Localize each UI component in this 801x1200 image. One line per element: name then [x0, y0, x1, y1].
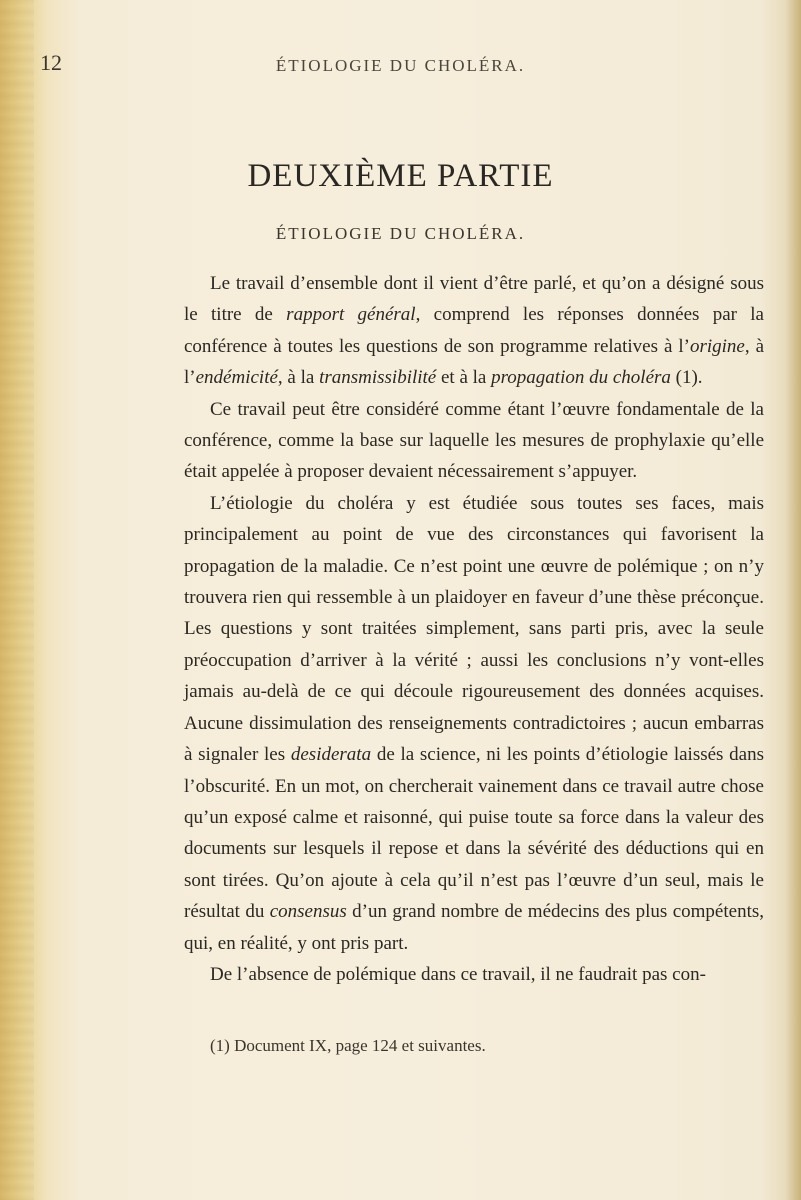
paragraph-text: , comprend les réponses données par la conférence à toutes les questions de son programme relatives à l’ — [184, 304, 764, 357]
italic-text: consensus — [269, 901, 347, 923]
paragraph-text: d’un grand nombre de médecins des plus compétents, qui, en réalité, y ont pris part. — [184, 901, 764, 954]
page-number: 12 — [40, 50, 62, 75]
italic-text: desiderata — [290, 744, 372, 766]
paragraph-text: de la science, ni les points d’étiologie laissés dans l’obscurité. En un mot, on chercherait vainement dans ce travail autre chose qu’un exposé calme et raisonné, qui puise toute sa force dans la valeur des documents sur lesquels il repose et dans la sévérité des déductions qui en sont tirées. Qu’on ajoute à cela qu’il n’est pas l’œuvre d’un seul, mais le résultat du — [184, 744, 764, 923]
italic-text: transmissibilité — [319, 367, 437, 389]
paragraph-text: , à l’ — [184, 335, 765, 389]
paragraph-text: (1). — [670, 367, 703, 389]
chapter-subtitle: ÉTIOLOGIE DU CHOLÉRA. — [275, 224, 526, 243]
footnote: (1) Document IX, page 124 et suivantes. — [210, 1036, 486, 1055]
paragraph — [184, 959, 764, 990]
italic-text: endémicité — [195, 367, 278, 389]
paragraph — [184, 394, 764, 488]
paragraph-text: L’étiologie du choléra y est étudiée sous toutes ses faces, mais principalement au point de vue des circonstances qui favorisent la propagation de la maladie. Ce n’est point une œuvre de polémique ; on n’y trouvera rien qui ressemble à un plaidoyer en faveur d’une thèse préconçue. Les questions y sont traitées simplement, sans parti pris, avec la seule préoccupation d’arriver à la vérité ; aussi les conclusions n’y vont-elles jamais au-delà de ce qui découle rigoureusement des données acquises. Aucune dissimulation des renseignements contradictoires ; aucun embarras à signaler les — [184, 492, 764, 766]
running-head: ÉTIOLOGIE DU CHOLÉRA. — [275, 56, 526, 75]
paragraph-text: De l’absence de polémique dans ce travail, il ne faudrait pas con- — [210, 963, 706, 985]
body-text — [184, 268, 764, 990]
part-title: DEUXIÈME PARTIE — [247, 158, 554, 194]
italic-text: origine — [689, 335, 745, 357]
paragraph-text: Ce travail peut être considéré comme étant l’œuvre fondamentale de la conférence, comme la base sur laquelle les mesures de prophylaxie qu’elle était appelée à proposer devaient nécessairement s’appuyer. — [184, 398, 764, 483]
italic-text: propagation du choléra — [491, 367, 671, 389]
paragraph — [184, 268, 764, 394]
paragraph-text: , à la — [277, 367, 320, 389]
italic-text: rapport général — [286, 304, 416, 326]
paragraph — [184, 488, 764, 959]
paragraph-text: et à la — [436, 367, 492, 389]
paragraph-text: Le travail d’ensemble dont il vient d’être parlé, et qu’on a désigné sous le titre de — [184, 273, 764, 326]
